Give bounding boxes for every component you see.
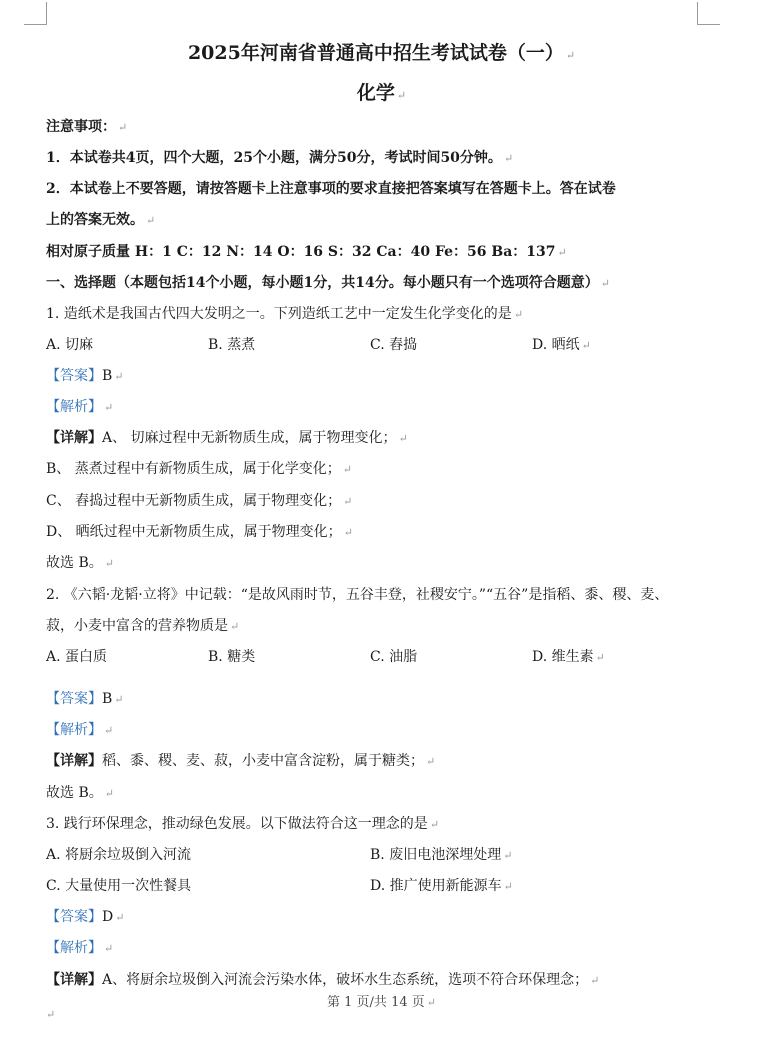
q3-option-a: A. 将厨余垃圾倒入河流 (46, 847, 192, 863)
q1-stem: 1. 造纸术是我国古代四大发明之一。下列造纸工艺中一定发生化学变化的是 ↵ (46, 306, 524, 322)
answer-tag: 【答案】 (46, 368, 102, 384)
q1-detail-c: C、 舂捣过程中无新物质生成，属于物理变化； ↵ (46, 493, 353, 509)
q2-stem-line-1: 2. 《六韬·龙韬·立将》中记载：“是故风雨时节，五谷丰登，社稷安宁。”“五谷”是指稻、黍、稷、麦、 (46, 587, 669, 603)
crop-mark-top-left (24, 2, 47, 25)
q1-option-b: B. 蒸煮 (208, 337, 256, 353)
notice-item-2-line-2: 上的答案无效。 ↵ (46, 212, 156, 228)
page-footer: 第 1 页/共 14 页 ↵ (327, 995, 436, 1010)
end-paragraph-mark: ↵ (46, 1008, 56, 1021)
q1-answer: 【答案】B ↵ (46, 368, 124, 384)
q2-option-d: D. 维生素 ↵ (532, 649, 605, 665)
q2-option-b: B. 糖类 (208, 649, 256, 665)
answer-tag: 【答案】 (46, 909, 102, 925)
q1-conclusion: 故选 B。 ↵ (46, 555, 114, 571)
q2-conclusion: 故选 B。 ↵ (46, 785, 114, 801)
q3-stem: 3. 践行环保理念，推动绿色发展。以下做法符合这一理念的是 ↵ (46, 816, 440, 832)
q3-detail-a: 【详解】A、将厨余垃圾倒入河流会污染水体，破坏水生态系统，选项不符合环保理念； ↵ (46, 972, 600, 988)
atomic-mass-line: 相对原子质量 H：1 C：12 N：14 O：16 S：32 Ca：40 Fe：56 Ba：137 ↵ (46, 244, 567, 260)
q3-option-d: D. 推广使用新能源车 ↵ (370, 878, 513, 894)
q1-option-c: C. 舂捣 (370, 337, 418, 353)
q2-option-c: C. 油脂 (370, 649, 418, 665)
q2-answer: 【答案】B ↵ (46, 691, 124, 707)
q3-option-b: B. 废旧电池深埋处理 ↵ (370, 847, 513, 863)
q1-analysis-tag: 【解析】 ↵ (46, 399, 114, 415)
subject-title: 化学 ↵ (356, 82, 407, 104)
q1-detail-d: D、 晒纸过程中无新物质生成，属于物理变化； ↵ (46, 524, 353, 540)
exam-title: 2025年河南省普通高中招生考试试卷（一） ↵ (187, 42, 576, 64)
q1-detail-b: B、 蒸煮过程中有新物质生成，属于化学变化； ↵ (46, 461, 352, 477)
q2-stem-line-2: 菽，小麦中富含的营养物质是 ↵ (46, 618, 240, 634)
q2-analysis-tag: 【解析】 ↵ (46, 722, 114, 738)
notice-item-1: 1．本试卷共4页，四个大题，25个小题，满分50分，考试时间50分钟。 ↵ (46, 150, 514, 166)
q1-option-d: D. 晒纸 ↵ (532, 337, 591, 353)
q1-option-a: A. 切麻 (46, 337, 94, 353)
answer-tag: 【答案】 (46, 691, 102, 707)
q3-option-c: C. 大量使用一次性餐具 (46, 878, 192, 894)
q3-answer: 【答案】D ↵ (46, 909, 125, 925)
notice-heading: 注意事项： ↵ (46, 119, 128, 135)
q2-option-a: A. 蛋白质 (46, 649, 108, 665)
section-heading: 一、选择题（本题包括14个小题，每小题1分，共14分。每小题只有一个选项符合题意） ↵ (46, 275, 610, 291)
crop-mark-top-right (697, 2, 720, 25)
notice-item-2-line-1: 2．本试卷上不要答题，请按答题卡上注意事项的要求直接把答案填写在答题卡上。答在试卷 (46, 181, 616, 197)
q1-detail-a: 【详解】A、 切麻过程中无新物质生成，属于物理变化； ↵ (46, 430, 408, 446)
q2-detail: 【详解】稻、黍、稷、麦、菽，小麦中富含淀粉，属于糖类； ↵ (46, 753, 436, 769)
q3-analysis-tag: 【解析】 ↵ (46, 940, 114, 956)
